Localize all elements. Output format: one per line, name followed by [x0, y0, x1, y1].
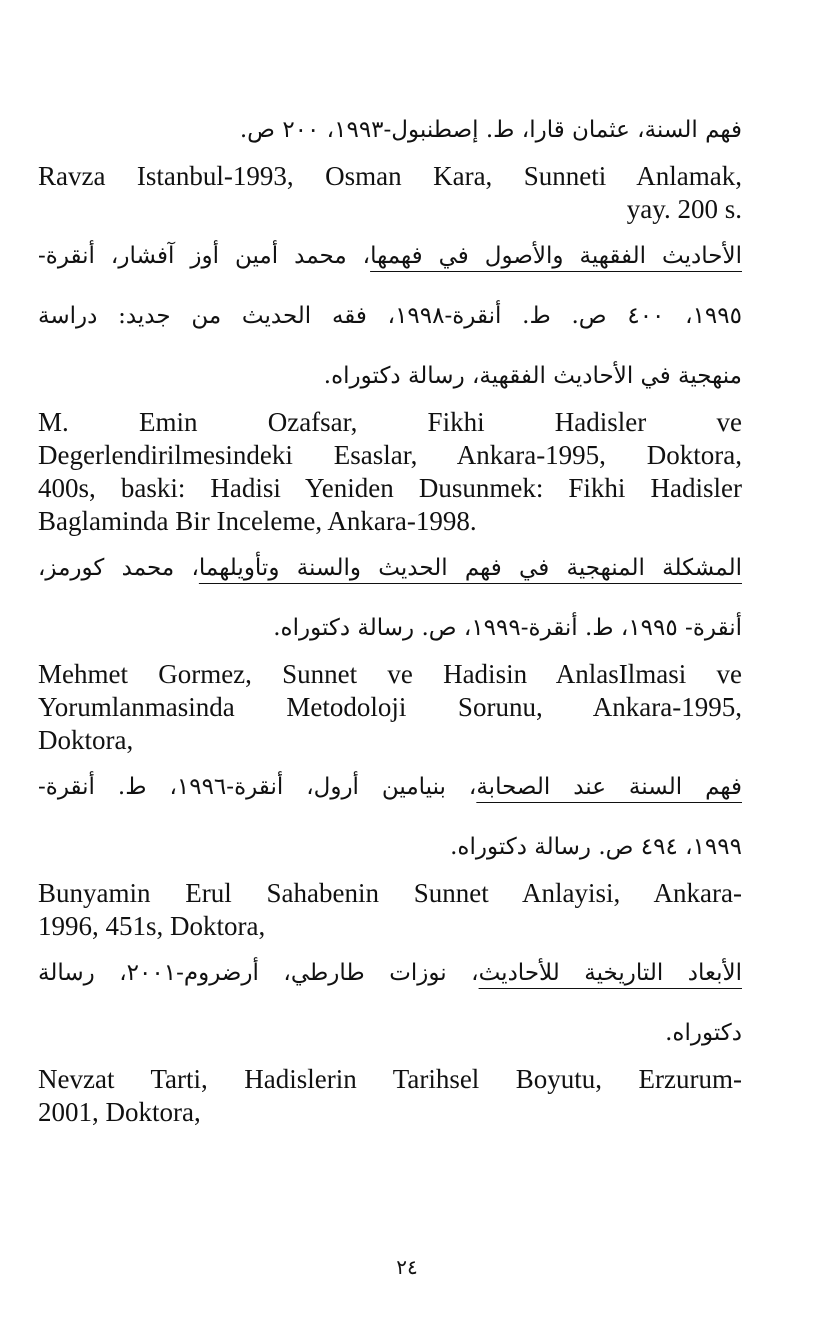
page-number: ٢٤	[396, 1255, 418, 1279]
latin-citation-line: 400s, baski: Hadisi Yeniden Dusunmek: Fikhi Hadisler	[38, 473, 742, 503]
latin-citation-line: M. Emin Ozafsar, Fikhi Hadisler ve	[38, 407, 742, 437]
arabic-citation-line: المشكلة المنهجية في فهم الحديث والسنة وتأويلهما، محمد كورمز،	[38, 555, 742, 581]
bibliography-entry	[38, 226, 742, 538]
bibliography-entry	[38, 757, 742, 943]
latin-citation-line: Baglaminda Bir Inceleme, Ankara-1998.	[38, 506, 477, 536]
arabic-citation-line: الأبعاد التاريخية للأحاديث، نوزات طارطي، أرضروم-٢٠٠١، رسالة	[38, 960, 742, 986]
latin-citation-line: Doktora,	[38, 725, 134, 755]
arabic-citation-line: الأحاديث الفقهية والأصول في فهمها، محمد أمين أوز آفشار، أنقرة-	[38, 243, 742, 269]
arabic-citation-line: فهم السنة، عثمان قارا، ط. إصطنبول-١٩٩٣، ٢٠٠ ص.	[239, 117, 742, 143]
latin-citation-line: Mehmet Gormez, Sunnet ve Hadisin AnlasIlmasi ve	[38, 659, 742, 689]
latin-citation-line: Yorumlanmasinda Metodoloji Sorunu, Ankara-1995,	[38, 692, 742, 722]
page-body	[38, 100, 742, 1129]
latin-citation-line: Nevzat Tarti, Hadislerin Tarihsel Boyutu, Erzurum-	[38, 1064, 742, 1094]
arabic-citation-line: دكتوراه.	[665, 1020, 742, 1046]
bibliography-entry	[38, 538, 742, 757]
latin-citation-line: 1996, 451s, Doktora,	[38, 911, 266, 941]
arabic-citation-line: أنقرة- ١٩٩٥، ط. أنقرة-١٩٩٩، ص. رسالة دكتوراه.	[273, 615, 742, 641]
arabic-citation-line: ١٩٩٩، ٤٩٤ ص. رسالة دكتوراه.	[450, 834, 742, 860]
bibliography-entry	[38, 943, 742, 1129]
arabic-title: فهم السنة عند الصحابة	[476, 774, 742, 800]
arabic-title: الأبعاد التاريخية للأحاديث	[478, 960, 742, 986]
arabic-citation-line: فهم السنة عند الصحابة، بنيامين أرول، أنقرة-١٩٩٦، ط. أنقرة-	[38, 774, 742, 800]
arabic-citation-line: منهجية في الأحاديث الفقهية، رسالة دكتوراه.	[323, 363, 742, 389]
arabic-title: المشكلة المنهجية في فهم الحديث والسنة وتأويلهما	[198, 555, 742, 581]
latin-citation-line: Bunyamin Erul Sahabenin Sunnet Anlayisi, Ankara-	[38, 878, 742, 908]
bibliography-entry	[38, 100, 742, 226]
latin-citation-line: Ravza Istanbul-1993, Osman Kara, Sunneti Anlamak,	[38, 161, 742, 191]
arabic-title: الأحاديث الفقهية والأصول في فهمها	[370, 243, 742, 269]
arabic-citation-line: ١٩٩٥، ٤٠٠ ص. ط. أنقرة-١٩٩٨، فقه الحديث من جديد: دراسة	[38, 303, 742, 329]
latin-citation-line: 2001, Doktora,	[38, 1097, 201, 1127]
latin-citation-line: Degerlendirilmesindeki Esaslar, Ankara-1995, Doktora,	[38, 440, 742, 470]
latin-citation-line: yay. 200 s.	[626, 194, 742, 224]
